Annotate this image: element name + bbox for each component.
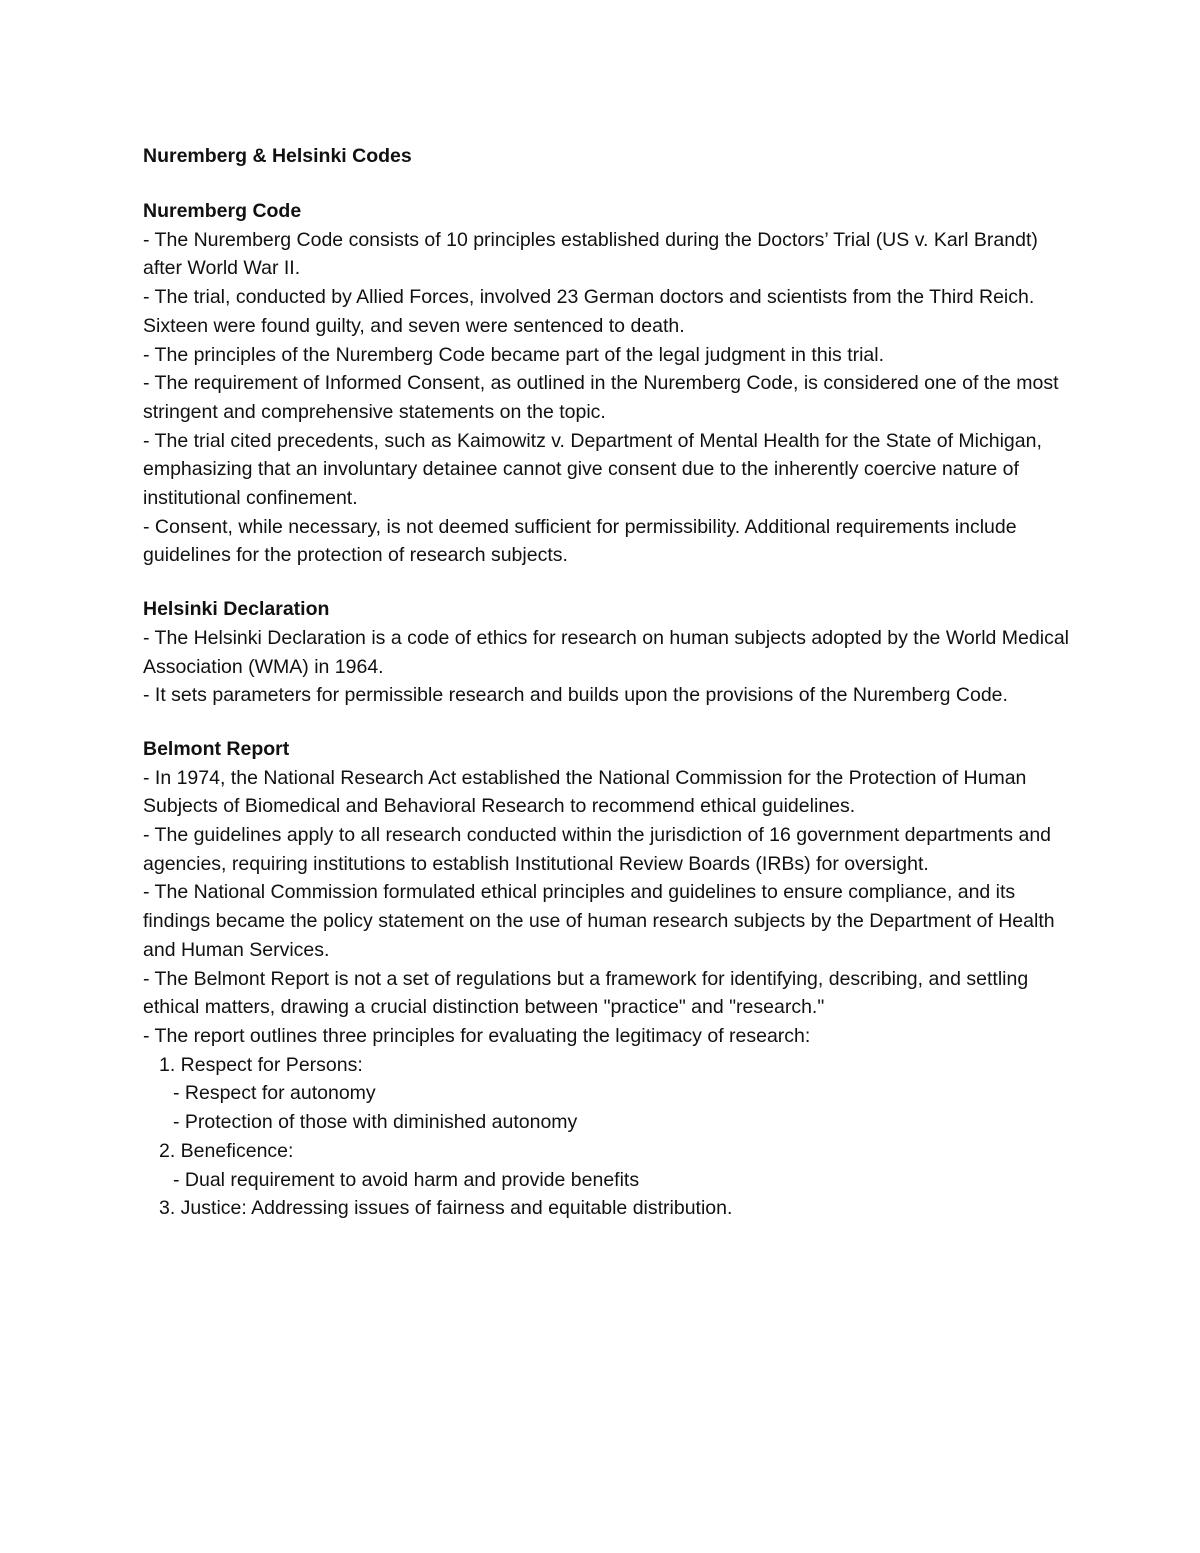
section-helsinki-declaration [143,595,1073,710]
paragraph: - The National Commission formulated ethical principles and guidelines to ensure compliance, and its findings became the policy statement on the use of human research subjects by the Department of Health and Human Services. [143,881,1055,961]
section-belmont-report [143,735,1073,1223]
paragraph: - Consent, while necessary, is not deemed sufficient for permissibility. Additional requirements include guidelines for the protection of research subjects. [143,515,1017,567]
paragraph: - The principles of the Nuremberg Code became part of the legal judgment in this trial. [143,343,885,366]
principle-subitem: - Protection of those with diminished autonomy [173,1111,578,1134]
paragraph: - It sets parameters for permissible research and builds upon the provisions of the Nuremberg Code. [143,684,1008,707]
principle-subitem: - Respect for autonomy [173,1082,376,1105]
document-page [143,140,1073,1223]
paragraph: - The trial cited precedents, such as Kaimowitz v. Department of Mental Health for the State of Michigan, emphasizing that an involuntary detainee cannot give consent due to the inherently coercive nature of institutional confinement. [143,429,1042,510]
principle-item: 3. Justice: Addressing issues of fairness and equitable distribution. [159,1197,733,1220]
paragraph: - The Nuremberg Code consists of 10 principles established during the Doctors’ Trial (US v. Karl Brandt) after World War II. [143,228,1038,280]
paragraph: - The guidelines apply to all research conducted within the jurisdiction of 16 government departments and agencies, requiring institutions to establish Institutional Review Boards (IRBs) for oversight. [143,824,1052,875]
section-heading: Belmont Report [143,737,290,760]
principles-list [143,1051,1073,1223]
section-heading: Helsinki Declaration [143,598,330,621]
paragraph: - The report outlines three principles for evaluating the legitimacy of research: [143,1024,811,1047]
paragraph: - The Helsinki Declaration is a code of ethics for research on human subjects adopted by the World Medical Association (WMA) in 1964. [143,626,1070,678]
principle-subitem: - Dual requirement to avoid harm and provide benefits [173,1168,640,1191]
section-heading: Nuremberg Code [143,200,302,222]
principle-item: 1. Respect for Persons: [159,1053,363,1076]
section-nuremberg-code [143,197,1073,570]
paragraph: - The Belmont Report is not a set of regulations but a framework for identifying, describing, and settling ethical matters, drawing a crucial distinction between "practice" and "research." [143,967,1029,1019]
principle-item: 2. Beneficence: [159,1139,294,1162]
paragraph: - The requirement of Informed Consent, as outlined in the Nuremberg Code, is considered one of the most stringent and comprehensive statements on the topic. [143,372,1059,423]
paragraph: - The trial, conducted by Allied Forces, involved 23 German doctors and scientists from the Third Reich. Sixteen were found guilty, and seven were sentenced to death. [143,286,1035,337]
paragraph: - In 1974, the National Research Act established the National Commission for the Protection of Human Subjects of Biomedical and Behavioral Research to recommend ethical guidelines. [143,766,1027,818]
document-title: Nuremberg & Helsinki Codes [143,145,412,167]
